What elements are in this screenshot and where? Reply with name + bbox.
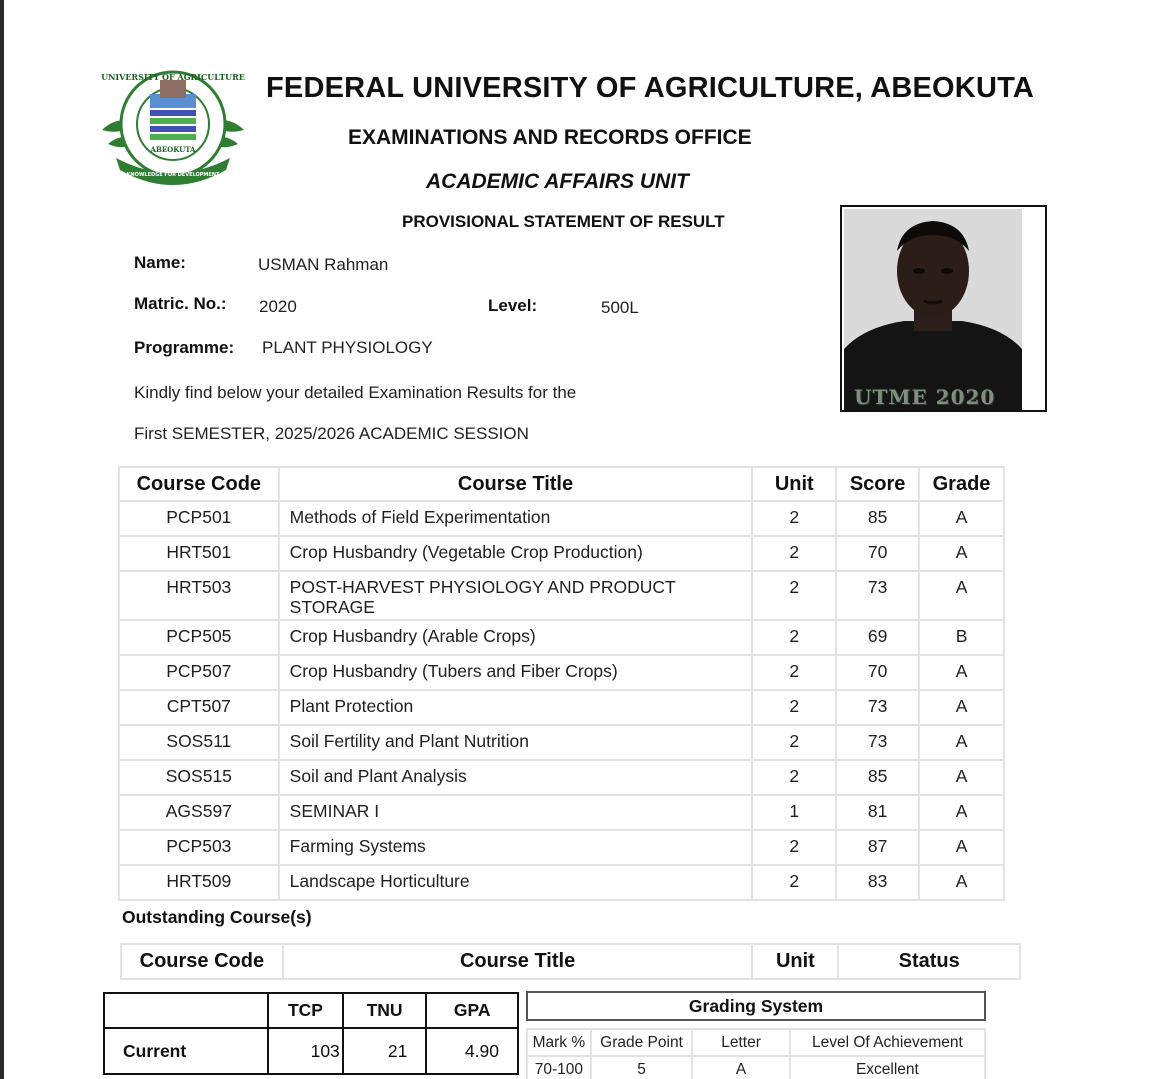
level-value: 500L <box>601 298 639 317</box>
col-unit: Unit <box>752 467 836 501</box>
gpa-summary-table <box>103 992 519 1075</box>
course-unit: 2 <box>752 725 836 760</box>
course-title: Crop Husbandry (Vegetable Crop Production) <box>279 536 753 571</box>
course-code: PCP507 <box>119 655 279 690</box>
outstanding-header-row <box>121 944 1020 979</box>
course-unit: 2 <box>752 501 836 536</box>
course-grade: A <box>919 501 1004 536</box>
table-row <box>119 865 1004 900</box>
course-code: AGS597 <box>119 795 279 830</box>
course-unit: 2 <box>752 865 836 900</box>
crest-motto-text: KNOWLEDGE FOR DEVELOPMENT <box>126 172 220 178</box>
name-label: Name: <box>134 253 186 272</box>
course-title: Crop Husbandry (Arable Crops) <box>279 620 753 655</box>
table-row <box>119 795 1004 830</box>
course-grade: A <box>919 760 1004 795</box>
course-unit: 2 <box>752 830 836 865</box>
office-name: EXAMINATIONS AND RECORDS OFFICE <box>348 126 752 149</box>
grading-header-row <box>527 1029 985 1056</box>
gpa-row-current <box>104 1028 518 1074</box>
course-code: SOS515 <box>119 760 279 795</box>
table-row <box>119 690 1004 725</box>
page-edge-shadow <box>0 0 4 1079</box>
gpa-header-row <box>104 993 518 1028</box>
col-course-title: Course Title <box>283 944 753 979</box>
course-score: 87 <box>836 830 919 865</box>
course-unit: 1 <box>752 795 836 830</box>
table-row <box>119 620 1004 655</box>
course-unit: 2 <box>752 690 836 725</box>
col-mark: Mark % <box>527 1029 591 1056</box>
results-table <box>118 466 1005 901</box>
course-grade: A <box>919 725 1004 760</box>
course-code: CPT507 <box>119 690 279 725</box>
level-label: Level: <box>488 296 538 315</box>
grading-letter: A <box>692 1056 790 1079</box>
student-photo <box>840 205 1047 412</box>
intro-line-2: First SEMESTER, 2025/2026 ACADEMIC SESSION <box>134 424 529 443</box>
grading-system-title: Grading System <box>526 991 986 1021</box>
grading-point: 5 <box>591 1056 693 1079</box>
col-gpa: GPA <box>426 993 518 1028</box>
course-grade: A <box>919 795 1004 830</box>
student-name: USMAN Rahman <box>258 255 389 274</box>
course-grade: A <box>919 830 1004 865</box>
gpa-corner-cell <box>104 993 268 1028</box>
statement-title: PROVISIONAL STATEMENT OF RESULT <box>402 212 725 231</box>
tcp-value: 103 <box>268 1028 343 1074</box>
col-unit: Unit <box>752 944 838 979</box>
course-grade: A <box>919 865 1004 900</box>
course-score: 81 <box>836 795 919 830</box>
course-code: HRT509 <box>119 865 279 900</box>
course-score: 70 <box>836 655 919 690</box>
table-row <box>119 725 1004 760</box>
col-tcp: TCP <box>268 993 343 1028</box>
programme-value: PLANT PHYSIOLOGY <box>262 338 433 357</box>
col-course-code: Course Code <box>121 944 283 979</box>
course-title: Plant Protection <box>279 690 753 725</box>
course-grade: A <box>919 690 1004 725</box>
table-row <box>119 536 1004 571</box>
course-unit: 2 <box>752 620 836 655</box>
col-course-title: Course Title <box>279 467 753 501</box>
course-code: PCP503 <box>119 830 279 865</box>
course-score: 73 <box>836 725 919 760</box>
course-code: PCP505 <box>119 620 279 655</box>
course-unit: 2 <box>752 760 836 795</box>
unit-name: ACADEMIC AFFAIRS UNIT <box>426 170 689 193</box>
crest-city-text: ABEOKUTA <box>150 145 196 154</box>
course-title: POST-HARVEST PHYSIOLOGY AND PRODUCT STORAGE <box>279 571 753 620</box>
outstanding-courses-label: Outstanding Course(s) <box>122 907 312 927</box>
course-unit: 2 <box>752 571 836 620</box>
tnu-value: 21 <box>343 1028 427 1074</box>
gpa-value: 4.90 <box>426 1028 518 1074</box>
table-row <box>119 501 1004 536</box>
table-row <box>119 655 1004 690</box>
course-score: 85 <box>836 501 919 536</box>
col-grade-point: Grade Point <box>591 1029 693 1056</box>
course-grade: A <box>919 536 1004 571</box>
grading-row <box>527 1056 985 1079</box>
course-code: PCP501 <box>119 501 279 536</box>
col-letter: Letter <box>692 1029 790 1056</box>
course-grade: A <box>919 571 1004 620</box>
course-code: HRT503 <box>119 571 279 620</box>
course-score: 83 <box>836 865 919 900</box>
table-row <box>119 571 1004 620</box>
student-photo-image <box>844 209 1022 410</box>
course-title: Landscape Horticulture <box>279 865 753 900</box>
outstanding-courses-table <box>120 943 1021 980</box>
results-header-row <box>119 467 1004 501</box>
course-title: Farming Systems <box>279 830 753 865</box>
university-name: FEDERAL UNIVERSITY OF AGRICULTURE, ABEOKUTA <box>266 72 1034 104</box>
course-score: 73 <box>836 690 919 725</box>
col-grade: Grade <box>919 467 1004 501</box>
grading-system-table <box>526 1028 986 1079</box>
course-score: 69 <box>836 620 919 655</box>
col-status: Status <box>838 944 1020 979</box>
course-title: Soil Fertility and Plant Nutrition <box>279 725 753 760</box>
university-crest-icon <box>98 66 248 216</box>
course-score: 70 <box>836 536 919 571</box>
course-score: 73 <box>836 571 919 620</box>
col-course-code: Course Code <box>119 467 279 501</box>
crest-ring-text: UNIVERSITY OF AGRICULTURE <box>101 72 245 82</box>
col-score: Score <box>836 467 919 501</box>
course-unit: 2 <box>752 655 836 690</box>
course-unit: 2 <box>752 536 836 571</box>
course-grade: B <box>919 620 1004 655</box>
course-title: Soil and Plant Analysis <box>279 760 753 795</box>
matric-number: 2020 <box>259 297 297 316</box>
course-title: Crop Husbandry (Tubers and Fiber Crops) <box>279 655 753 690</box>
course-title: SEMINAR I <box>279 795 753 830</box>
col-tnu: TNU <box>343 993 427 1028</box>
photo-caption: UTME 2020 <box>854 385 996 409</box>
intro-line-1: Kindly find below your detailed Examination Results for the <box>134 383 577 402</box>
table-row <box>119 760 1004 795</box>
course-grade: A <box>919 655 1004 690</box>
programme-label: Programme: <box>134 338 235 357</box>
course-score: 85 <box>836 760 919 795</box>
table-row <box>119 830 1004 865</box>
grading-level: Excellent <box>790 1056 985 1079</box>
col-level-of-achievement: Level Of Achievement <box>790 1029 985 1056</box>
gpa-row-label: Current <box>104 1028 268 1074</box>
course-code: SOS511 <box>119 725 279 760</box>
course-code: HRT501 <box>119 536 279 571</box>
course-title: Methods of Field Experimentation <box>279 501 753 536</box>
matric-label: Matric. No.: <box>134 294 227 313</box>
grading-mark: 70-100 <box>527 1056 591 1079</box>
